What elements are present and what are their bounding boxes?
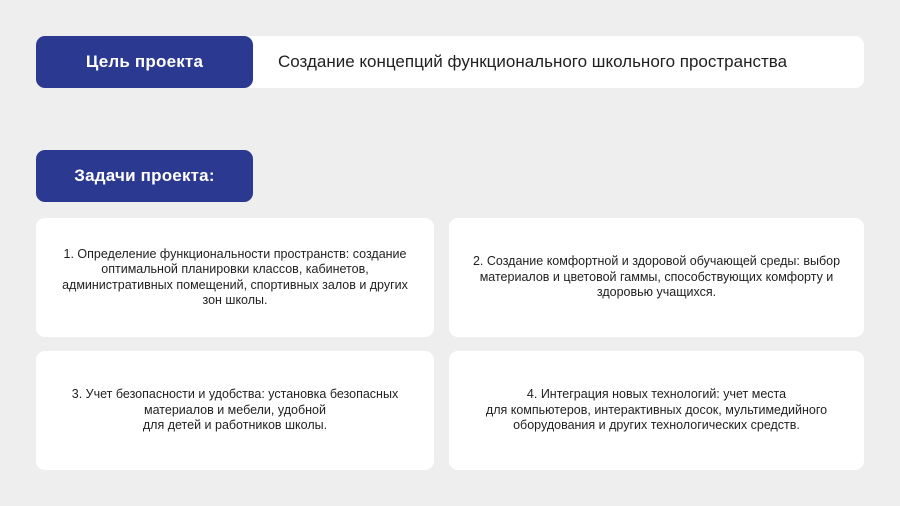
goal-label: Цель проекта (36, 36, 253, 88)
task-card-2 (449, 218, 864, 337)
task-text-1: 1. Определение функциональности пространств: создание оптимальной планировки классов, кабинетов, административных помещений, спортивных залов и других зон школы. (62, 246, 408, 307)
goal-text: Создание концепций функционального школьного пространства (278, 52, 788, 71)
task-card-1 (36, 218, 434, 337)
task-text-2: 2. Создание комфортной и здоровой обучающей среды: выбор материалов и цветовой гаммы, способствующих комфорту и здоровью учащихся. (472, 254, 841, 300)
tasks-label: Задачи проекта: (36, 150, 253, 202)
task-card-3 (36, 351, 434, 470)
task-card-4 (449, 351, 864, 470)
task-text-3: 3. Учет безопасности и удобства: установка безопасных материалов и мебели, удобной для детей и работников школы. (71, 387, 399, 433)
task-text-4: 4. Интеграция новых технологий: учет места для компьютеров, интерактивных досок, мультимедийного оборудования и других технологических средств. (485, 387, 828, 433)
